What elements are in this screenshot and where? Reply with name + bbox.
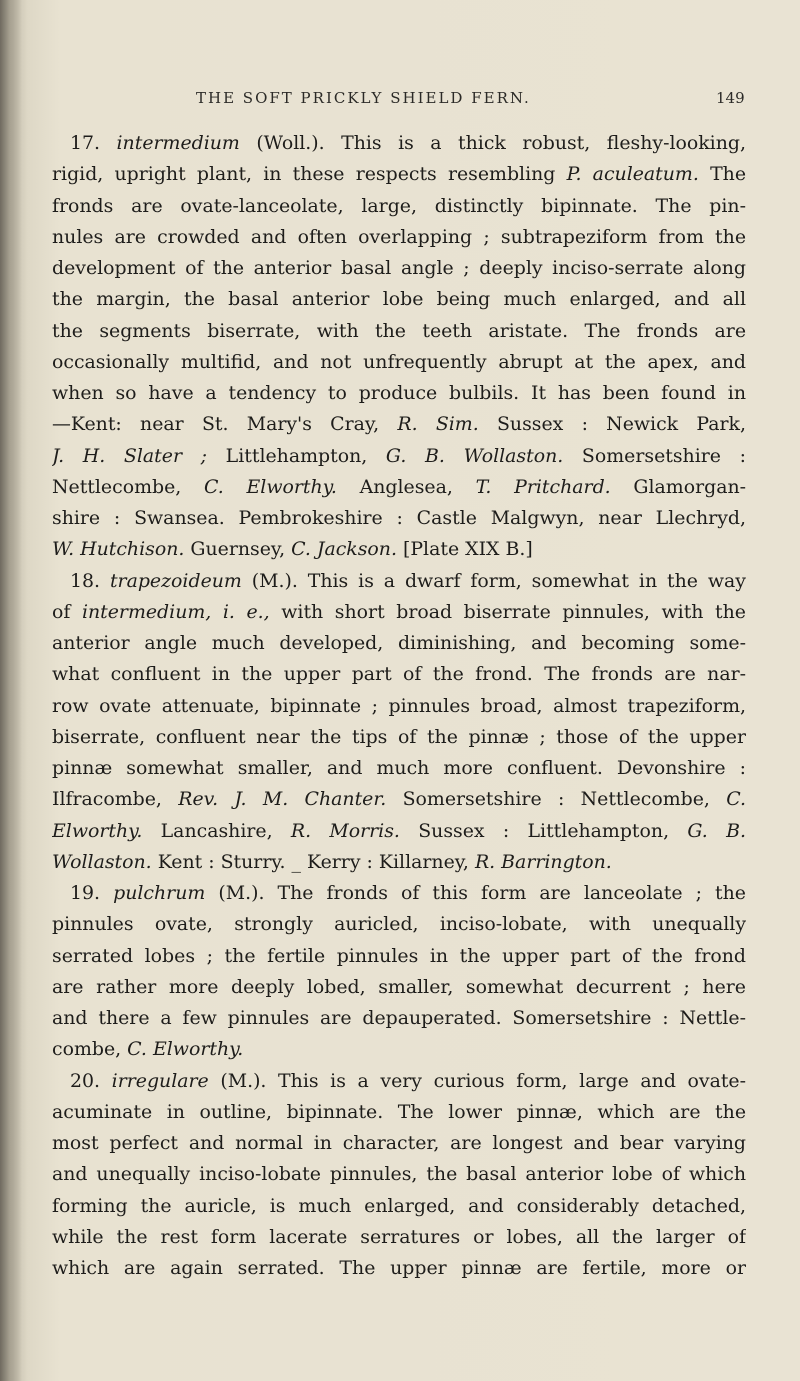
- text-line: [52, 1034, 746, 1065]
- text-run: occasionally multifid, and not unfrequently abrupt at the apex, and: [52, 350, 746, 373]
- text-run: most perfect and normal in character, are longest and bear varying: [52, 1132, 746, 1154]
- text-run: 18.: [70, 569, 110, 592]
- text-run: with short broad biserrate pinnules, with the: [269, 600, 746, 623]
- italic-run: R. Barrington.: [474, 850, 612, 873]
- body-text: [52, 128, 746, 1284]
- italic-run: intermedium: [116, 132, 240, 154]
- italic-run: G. B. Wollaston.: [385, 444, 564, 467]
- italic-run: Rev. J. M. Chanter.: [178, 788, 387, 811]
- text-run: Glamorgan-: [610, 475, 746, 498]
- text-line: [52, 503, 746, 534]
- text-line: [52, 159, 746, 190]
- text-run: Somersetshire : Nettlecombe,: [386, 788, 727, 811]
- text-run: rigid, upright plant, in these respects resembling: [52, 163, 567, 186]
- text-line: [52, 347, 746, 378]
- italic-run: J. H. Slater ;: [52, 444, 208, 467]
- text-line: [52, 1191, 746, 1222]
- text-run: serrated lobes ; the fertile pinnules in the upper part of the frond: [52, 944, 746, 967]
- text-line: [52, 128, 746, 159]
- text-run: 19.: [70, 882, 114, 904]
- text-run: pinnæ somewhat smaller, and much more confluent. Devonshire :: [52, 757, 746, 779]
- text-line: [52, 1097, 746, 1128]
- text-line: [52, 753, 746, 784]
- italic-run: C. Jackson.: [291, 538, 397, 561]
- text-run: acuminate in outline, bipinnate. The lower pinnæ, which are the: [52, 1100, 746, 1123]
- text-run: when so have a tendency to produce bulbils. It has been found in: [52, 382, 746, 404]
- text-line: [52, 1128, 746, 1159]
- text-line: [52, 1222, 746, 1253]
- italic-run: P. aculeatum.: [566, 163, 699, 186]
- text-run: Sussex : Littlehampton,: [399, 819, 688, 842]
- text-line: [52, 628, 746, 659]
- text-line: [52, 1066, 746, 1097]
- text-line: [52, 472, 746, 503]
- text-line: [52, 972, 746, 1003]
- text-run: pinnules ovate, strongly auricled, inciso-lobate, with unequally: [52, 913, 746, 936]
- text-run: Nettlecombe,: [52, 475, 204, 498]
- text-run: biserrate, confluent near the tips of the pinnæ ; those of the upper: [52, 725, 746, 748]
- italic-run: R. Sim.: [397, 413, 479, 436]
- italic-run: C. Elworthy.: [127, 1038, 244, 1061]
- italic-run: trapezoideum: [109, 569, 242, 592]
- text-run: 17.: [70, 132, 117, 154]
- italic-run: G. B.: [687, 819, 746, 842]
- text-run: forming the auricle, is much enlarged, and considerably detached,: [52, 1194, 746, 1217]
- text-run: 20.: [70, 1069, 112, 1092]
- text-run: anterior angle much developed, diminishing, and becoming some-: [52, 632, 746, 654]
- text-run: Kent : Sturry. _ Kerry : Killarney,: [151, 850, 475, 873]
- text-line: [52, 722, 746, 753]
- text-line: [52, 253, 746, 284]
- text-line: [52, 441, 746, 472]
- text-line: [52, 1253, 746, 1284]
- text-run: Sussex : Newick Park,: [478, 413, 746, 436]
- text-run: [Plate XIX B.]: [396, 538, 533, 561]
- text-line: [52, 784, 746, 815]
- text-line: [52, 941, 746, 972]
- italic-run: pulchrum: [113, 882, 206, 904]
- text-line: [52, 284, 746, 315]
- text-run: nules are crowded and often overlapping ; subtrapeziform from the: [52, 225, 746, 248]
- text-line: [52, 597, 746, 628]
- text-run: Lancashire,: [142, 819, 291, 842]
- text-line: [52, 378, 746, 409]
- text-run: The: [698, 163, 746, 186]
- text-run: and unequally inciso-lobate pinnules, the basal anterior lobe of which: [52, 1163, 746, 1186]
- text-run: Somersetshire :: [563, 444, 746, 467]
- text-run: development of the anterior basal angle ; deeply inciso-serrate along: [52, 257, 746, 279]
- text-run: (Woll.). This is a thick robust, fleshy-looking,: [239, 132, 746, 154]
- text-run: what confluent in the upper part of the frond. The fronds are nar-: [52, 663, 746, 686]
- text-run: are rather more deeply lobed, smaller, somewhat decurrent ; here: [52, 975, 746, 998]
- text-line: [52, 691, 746, 722]
- text-line: [52, 847, 746, 878]
- text-line: [52, 316, 746, 347]
- text-run: the segments biserrate, with the teeth aristate. The fronds are: [52, 319, 746, 342]
- text-run: the margin, the basal anterior lobe being much enlarged, and all: [52, 288, 746, 311]
- text-run: Ilfracombe,: [52, 788, 179, 811]
- binding-gutter-shadow: [0, 0, 22, 1381]
- text-run: —Kent: near St. Mary's Cray,: [52, 413, 398, 436]
- text-run: and there a few pinnules are depauperated. Somersetshire : Nettle-: [52, 1007, 746, 1029]
- italic-run: T. Pritchard.: [475, 475, 611, 498]
- text-line: [52, 659, 746, 690]
- text-line: [52, 878, 746, 909]
- italic-run: irregulare: [111, 1069, 209, 1092]
- italic-run: W. Hutchison.: [52, 538, 185, 561]
- italic-run: Elworthy.: [52, 819, 143, 842]
- running-title: THE SOFT PRICKLY SHIELD FERN.: [196, 89, 531, 107]
- text-line: [52, 1159, 746, 1190]
- text-run: Anglesea,: [336, 475, 476, 498]
- text-line: [52, 222, 746, 253]
- text-run: (M.). This is a very curious form, large and ovate-: [208, 1069, 746, 1092]
- text-line: [52, 534, 746, 565]
- text-run: shire : Swansea. Pembrokeshire : Castle Malgwyn, near Llechryd,: [52, 507, 746, 529]
- text-run: (M.). This is a dwarf form, somewhat in the way: [241, 569, 746, 592]
- text-run: row ovate attenuate, bipinnate ; pinnules broad, almost trapeziform,: [52, 694, 746, 717]
- text-run: which are again serrated. The upper pinnæ are fertile, more or: [52, 1257, 746, 1279]
- text-run: Littlehampton,: [207, 444, 386, 467]
- text-run: combe,: [52, 1038, 128, 1061]
- italic-run: R. Morris.: [290, 819, 400, 842]
- text-line: [52, 1003, 746, 1034]
- text-line: [52, 816, 746, 847]
- text-line: [52, 909, 746, 940]
- italic-run: Wollaston.: [52, 850, 152, 873]
- italic-run: C. Elworthy.: [204, 475, 337, 498]
- text-run: Guernsey,: [184, 538, 292, 561]
- text-run: while the rest form lacerate serratures or lobes, all the larger of: [52, 1225, 746, 1248]
- text-line: [52, 409, 746, 440]
- italic-run: C.: [726, 788, 746, 811]
- text-line: [52, 566, 746, 597]
- text-run: fronds are ovate-lanceolate, large, distinctly bipinnate. The pin-: [52, 194, 746, 217]
- italic-run: intermedium, i. e.,: [81, 600, 270, 623]
- text-run: (M.). The fronds of this form are lanceolate ; the: [205, 882, 746, 904]
- page-number: 149: [716, 89, 745, 107]
- text-line: [52, 191, 746, 222]
- text-run: of: [52, 600, 82, 623]
